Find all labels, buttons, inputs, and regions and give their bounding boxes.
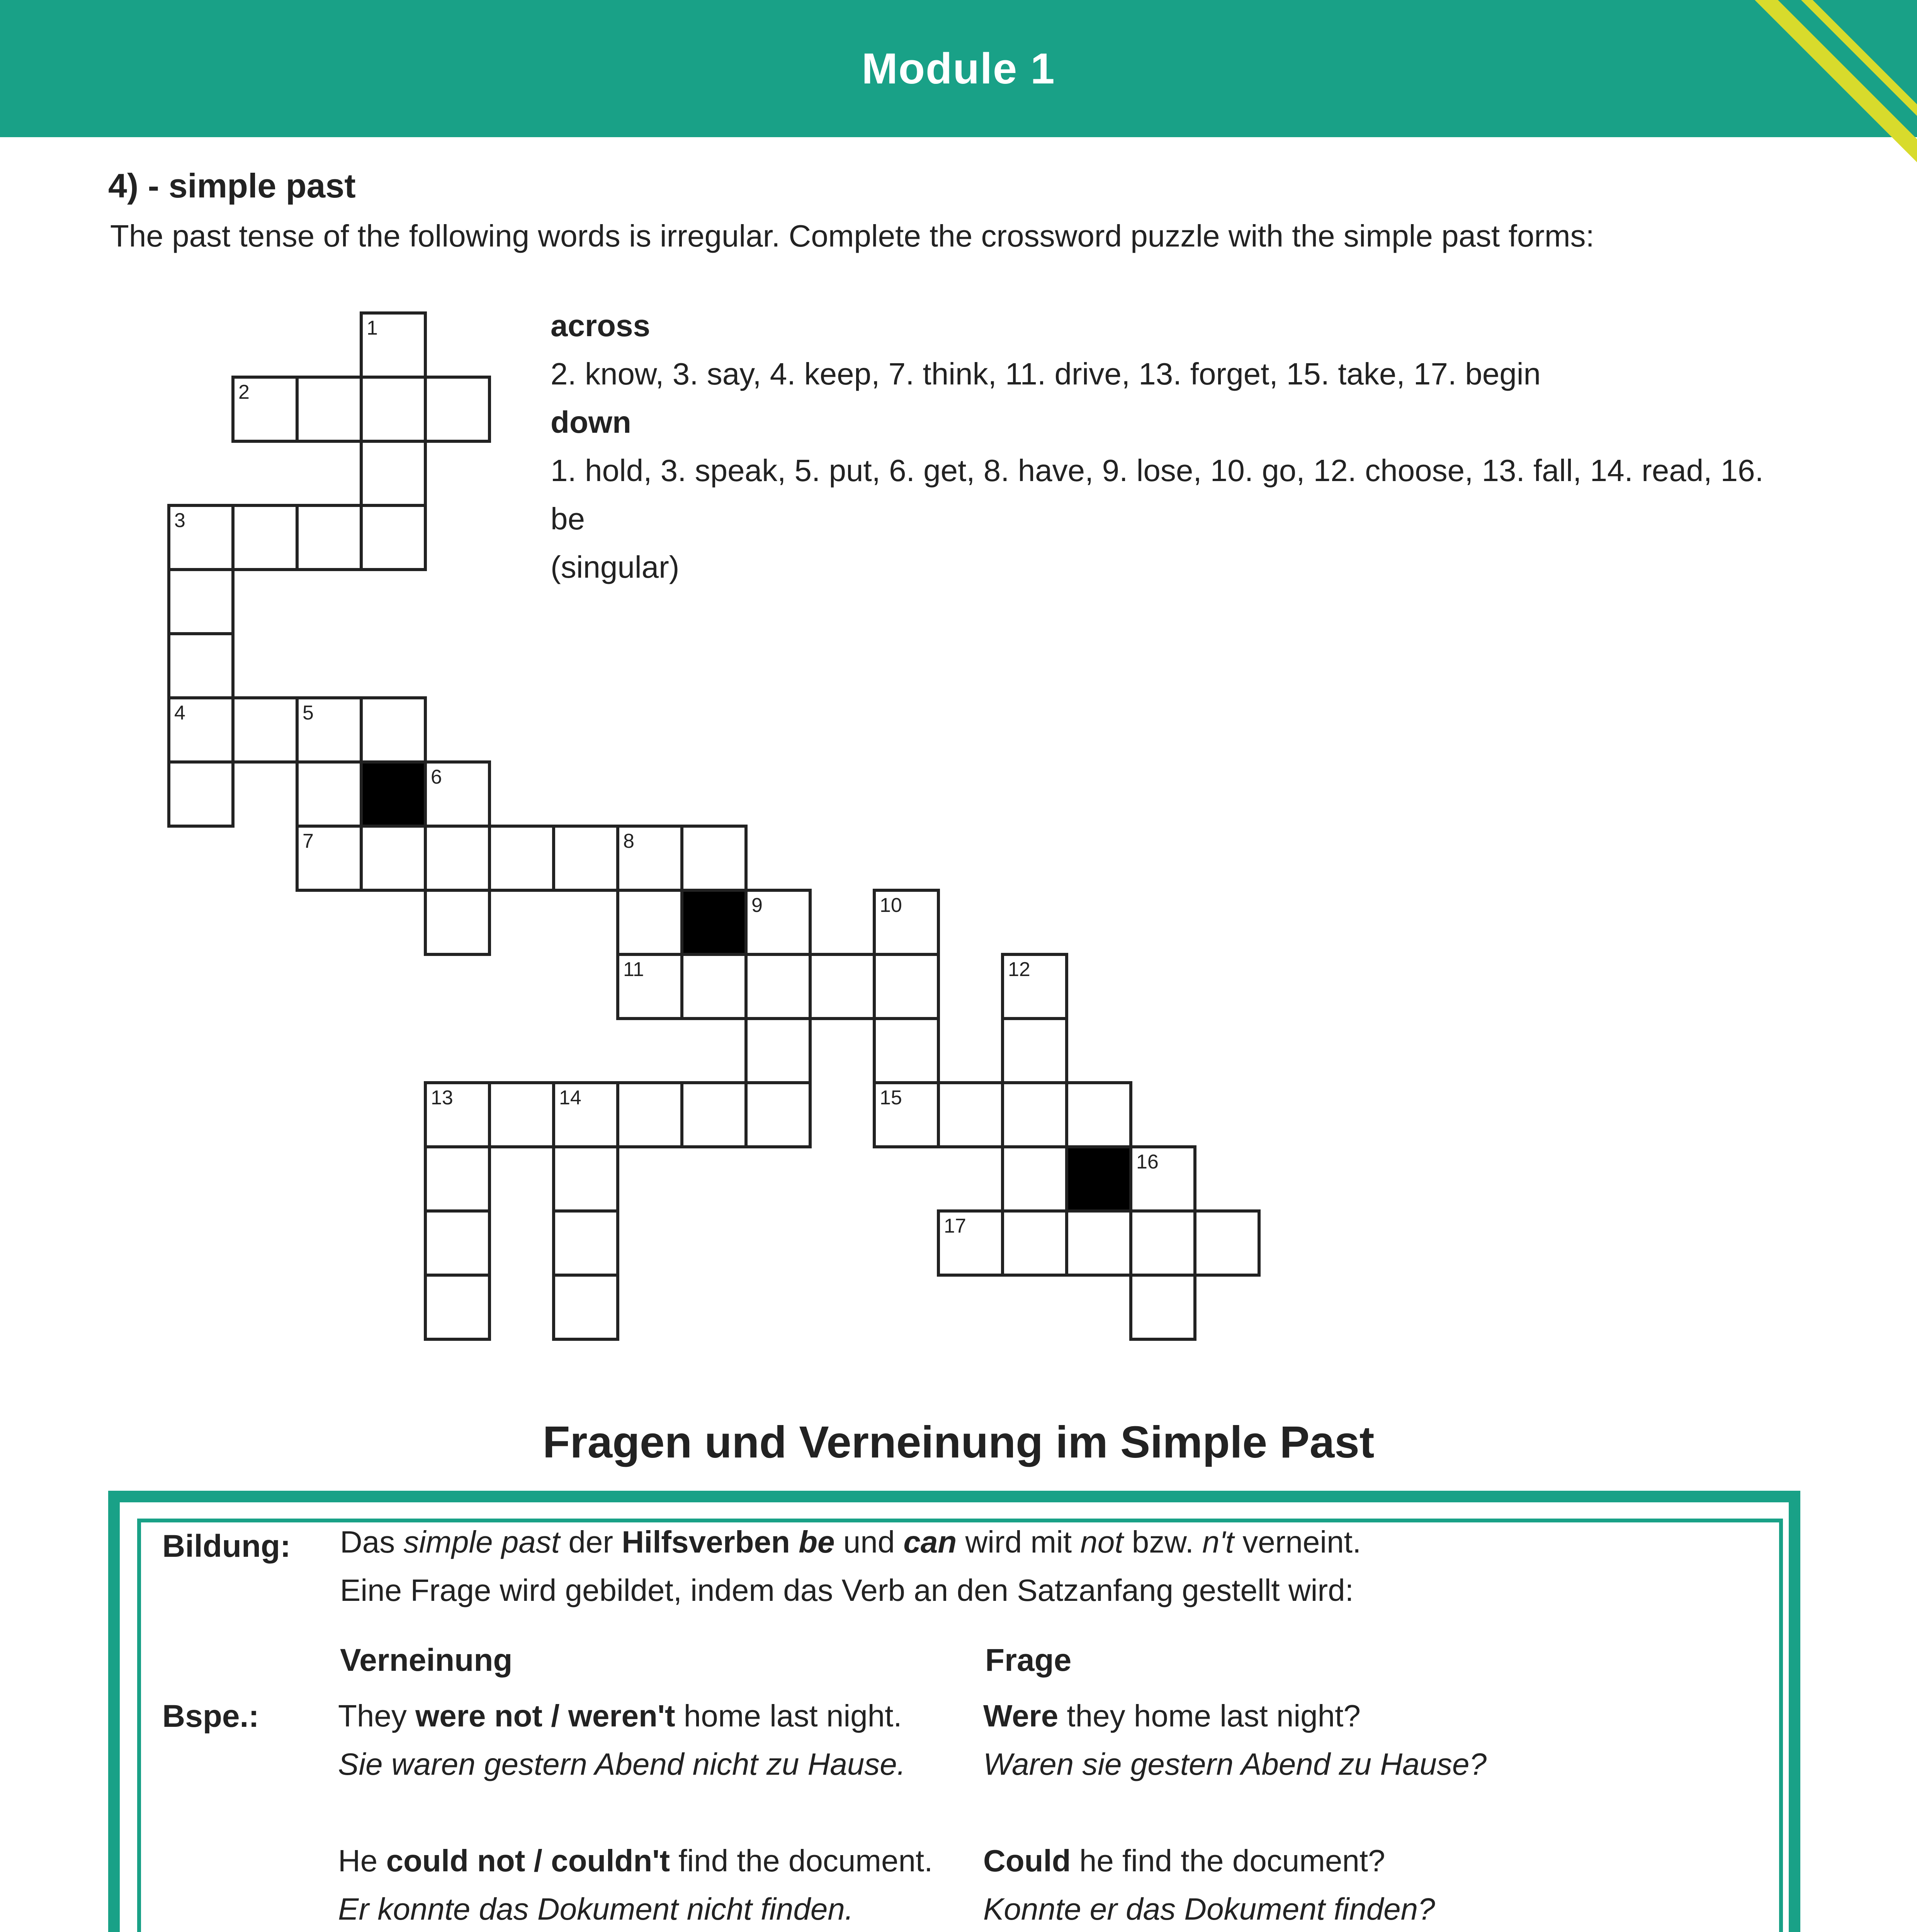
crossword-black-cell bbox=[682, 890, 746, 954]
crossword-cell[interactable] bbox=[874, 1019, 938, 1083]
crossword-cell[interactable] bbox=[297, 762, 361, 826]
crossword-cell[interactable] bbox=[169, 762, 233, 826]
crossword-clue-number: 8 bbox=[623, 830, 634, 852]
crossword-cell[interactable] bbox=[425, 1147, 489, 1211]
crossword-cell[interactable] bbox=[361, 441, 425, 505]
crossword-cell[interactable] bbox=[425, 826, 489, 890]
crossword-cell[interactable] bbox=[682, 826, 746, 890]
crossword-cell[interactable] bbox=[746, 954, 810, 1019]
crossword-cell[interactable] bbox=[361, 377, 425, 441]
crossword-clue-number: 13 bbox=[431, 1087, 453, 1109]
crossword-clue-number: 4 bbox=[174, 702, 185, 724]
crossword-cell[interactable] bbox=[618, 890, 682, 954]
crossword-cell[interactable] bbox=[1131, 1211, 1195, 1275]
bspe-label: Bspe.: bbox=[162, 1699, 259, 1734]
crossword-cell[interactable] bbox=[1195, 1211, 1259, 1275]
part1-rule-2: Eine Frage wird gebildet, indem das Verb an den Satzanfang gestellt wird: bbox=[340, 1573, 1354, 1607]
crossword-cell[interactable] bbox=[554, 826, 618, 890]
crossword-cell[interactable] bbox=[361, 698, 425, 762]
part1-ex2-negation-german: Er konnte das Dokument nicht finden. bbox=[338, 1892, 854, 1926]
crossword-cell[interactable] bbox=[1067, 1083, 1131, 1147]
page-title: Module 1 bbox=[862, 44, 1055, 93]
crossword-clue-number: 1 bbox=[367, 317, 378, 339]
part1-ex1-question-german: Waren sie gestern Abend zu Hause? bbox=[983, 1747, 1487, 1781]
crossword-cell[interactable] bbox=[489, 826, 554, 890]
crossword-cell[interactable] bbox=[233, 505, 297, 570]
across-label: across bbox=[551, 308, 650, 343]
crossword-cell[interactable] bbox=[425, 890, 489, 954]
crossword-cell[interactable] bbox=[554, 1211, 618, 1275]
crossword-cell[interactable] bbox=[1067, 1211, 1131, 1275]
crossword-cell[interactable] bbox=[1003, 1019, 1067, 1083]
crossword-cell[interactable] bbox=[938, 1083, 1003, 1147]
task-instruction: The past tense of the following words is irregular. Complete the crossword puzzle with the simple past forms: bbox=[110, 219, 1594, 253]
crossword-clue-number: 10 bbox=[880, 894, 902, 917]
crossword-clue-number: 3 bbox=[174, 509, 185, 532]
crossword-clue-number: 14 bbox=[559, 1087, 581, 1109]
crossword-cell[interactable] bbox=[297, 377, 361, 441]
crossword-clue-number: 7 bbox=[303, 830, 314, 852]
crossword-cell[interactable] bbox=[425, 1275, 489, 1339]
part1-rule-1: Das simple past der Hilfsverben be und can wird mit not bzw. n't verneint. bbox=[340, 1525, 1361, 1559]
crossword-cell[interactable] bbox=[489, 1083, 554, 1147]
crossword-cell[interactable] bbox=[874, 954, 938, 1019]
crossword-clue-number: 2 bbox=[238, 381, 250, 403]
crossword-black-cell bbox=[361, 762, 425, 826]
down-clues: 1. hold, 3. speak, 5. put, 6. get, 8. have, 9. lose, 10. go, 12. choose, 13. fall, 14. read, 16. be bbox=[551, 453, 1764, 536]
down-clues-continued: (singular) bbox=[551, 550, 680, 584]
crossword-cell[interactable] bbox=[1003, 1211, 1067, 1275]
bildung-label: Bildung: bbox=[162, 1529, 291, 1564]
crossword-cell[interactable] bbox=[1003, 1083, 1067, 1147]
section-title: Fragen und Verneinung im Simple Past bbox=[542, 1417, 1375, 1467]
crossword-cell[interactable] bbox=[297, 505, 361, 570]
crossword-clue-number: 15 bbox=[880, 1087, 902, 1109]
crossword-cell[interactable] bbox=[746, 1019, 810, 1083]
part1-ex2-question-german: Konnte er das Dokument finden? bbox=[983, 1892, 1435, 1926]
part1-ex1-negation-german: Sie waren gestern Abend nicht zu Hause. bbox=[338, 1747, 906, 1781]
crossword-cell[interactable] bbox=[361, 826, 425, 890]
crossword-cell[interactable] bbox=[425, 377, 489, 441]
down-label: down bbox=[551, 405, 631, 439]
task-heading: 4) - simple past bbox=[108, 167, 356, 205]
crossword-cell[interactable] bbox=[810, 954, 874, 1019]
crossword-clue-number: 9 bbox=[751, 894, 763, 917]
crossword-cell[interactable] bbox=[1003, 1147, 1067, 1211]
across-clues: 2. know, 3. say, 4. keep, 7. think, 11. drive, 13. forget, 15. take, 17. begin bbox=[551, 357, 1541, 391]
part1-ex2-question: Could he find the document? bbox=[983, 1844, 1385, 1878]
crossword-cell[interactable] bbox=[169, 634, 233, 698]
crossword-clue-number: 12 bbox=[1008, 958, 1030, 981]
crossword-clue-number: 16 bbox=[1136, 1151, 1159, 1173]
crossword-cell[interactable] bbox=[618, 1083, 682, 1147]
crossword-clue-number: 5 bbox=[303, 702, 314, 724]
crossword-cell[interactable] bbox=[1131, 1275, 1195, 1339]
crossword-black-cell bbox=[1067, 1147, 1131, 1211]
part1-ex2-negation: He could not / couldn't find the document. bbox=[338, 1844, 933, 1878]
crossword-cell[interactable] bbox=[554, 1147, 618, 1211]
crossword-cell[interactable] bbox=[554, 1275, 618, 1339]
part1-ex1-negation: They were not / weren't home last night. bbox=[338, 1699, 902, 1733]
crossword-cell[interactable] bbox=[233, 698, 297, 762]
crossword-clue-number: 6 bbox=[431, 766, 442, 788]
crossword-cell[interactable] bbox=[682, 1083, 746, 1147]
crossword-clue-number: 11 bbox=[623, 958, 644, 981]
part1-ex1-question: Were they home last night? bbox=[983, 1699, 1361, 1733]
crossword-cell[interactable] bbox=[746, 1083, 810, 1147]
crossword-cell[interactable] bbox=[361, 505, 425, 570]
crossword-clues bbox=[551, 301, 1806, 591]
frage-heading: Frage bbox=[985, 1643, 1072, 1678]
crossword-cell[interactable] bbox=[425, 1211, 489, 1275]
crossword-clue-number: 17 bbox=[944, 1215, 966, 1237]
crossword-cell[interactable] bbox=[682, 954, 746, 1019]
verneinung-heading: Verneinung bbox=[340, 1643, 513, 1678]
crossword-cell[interactable] bbox=[169, 570, 233, 634]
